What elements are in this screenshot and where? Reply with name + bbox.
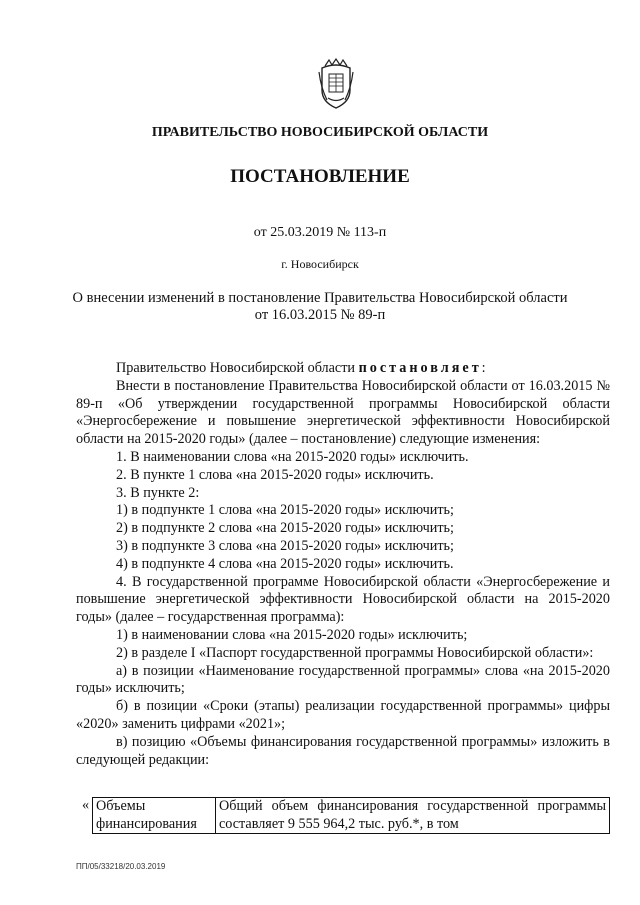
paragraph: 1) в наименовании слова «на 2015-2020 годы» исключить; [116, 626, 468, 643]
paragraph: 1. В наименовании слова «на 2015-2020 годы» исключить. [116, 448, 469, 465]
paragraph: в) позицию «Объемы финансирования государственной программы» изложить в следующей редакции: [76, 733, 610, 768]
paragraph: 2. В пункте 1 слова «на 2015-2020 годы» исключить. [116, 466, 434, 483]
paragraph: 1) в подпункте 1 слова «на 2015-2020 годы» исключить; [116, 502, 454, 519]
paragraph: 3. В пункте 2: [116, 484, 200, 501]
city: г. Новосибирск [281, 257, 359, 271]
subject-line-2: от 16.03.2015 № 89-п [254, 307, 386, 323]
paragraph: 4) в подпункте 4 слова «на 2015-2020 годы» исключить. [116, 555, 454, 572]
subject [0, 290, 640, 324]
paragraph: б) в позиции «Сроки (этапы) реализации государственной программы» цифры «2020» заменить цифрами «2021»; [76, 698, 610, 732]
decree-word: постановляет [358, 360, 482, 376]
intro-paragraph [76, 360, 610, 378]
table-cell-label: Объемы финансирования [93, 798, 216, 834]
paragraph: Внести в постановление Правительства Новосибирской области от 16.03.2015 № 89-п «Об утверждении государственной программы Новосибирской области «Энергосбережение и повышение энергетической эффективности Новосибирской области на 2015-2020 годы» (далее – постановление) следующие изменения: [76, 377, 610, 448]
government-name: ПРАВИТЕЛЬСТВО НОВОСИБИРСКОЙ ОБЛАСТИ [151, 125, 489, 140]
intro-suffix: : [481, 360, 486, 376]
financing-table [92, 797, 610, 834]
intro-prefix: Правительство Новосибирской области [116, 360, 359, 376]
open-quote: « [82, 797, 90, 813]
footer-code: ПП/05/33218/20.03.2019 [76, 862, 166, 871]
document-body [76, 360, 610, 769]
paragraph: а) в позиции «Наименование государственной программы» слова «на 2015-2020 годы» исключить; [76, 662, 610, 697]
subject-line-1: О внесении изменений в постановление Правительства Новосибирской области [72, 290, 568, 306]
paragraph: 2) в подпункте 2 слова «на 2015-2020 годы» исключить; [116, 520, 454, 537]
document-type: ПОСТАНОВЛЕНИЕ [230, 166, 410, 187]
date-number: от 25.03.2019 № 113-п [253, 225, 387, 240]
paragraph: 3) в подпункте 3 слова «на 2015-2020 годы» исключить; [116, 537, 454, 554]
paragraph: 2) в разделе I «Паспорт государственной программы Новосибирской области»: [116, 644, 594, 661]
paragraph: 4. В государственной программе Новосибирской области «Энергосбережение и повышение энергетической эффективности Новосибирской области на 2015-2020 годы» (далее – государственная программа): [76, 573, 610, 626]
table-cell-value: Общий объем финансирования государственной программы составляет 9 555 964,2 тыс. руб.*, в том [216, 798, 610, 834]
coat-of-arms-icon [317, 58, 355, 110]
table-row [93, 798, 610, 834]
